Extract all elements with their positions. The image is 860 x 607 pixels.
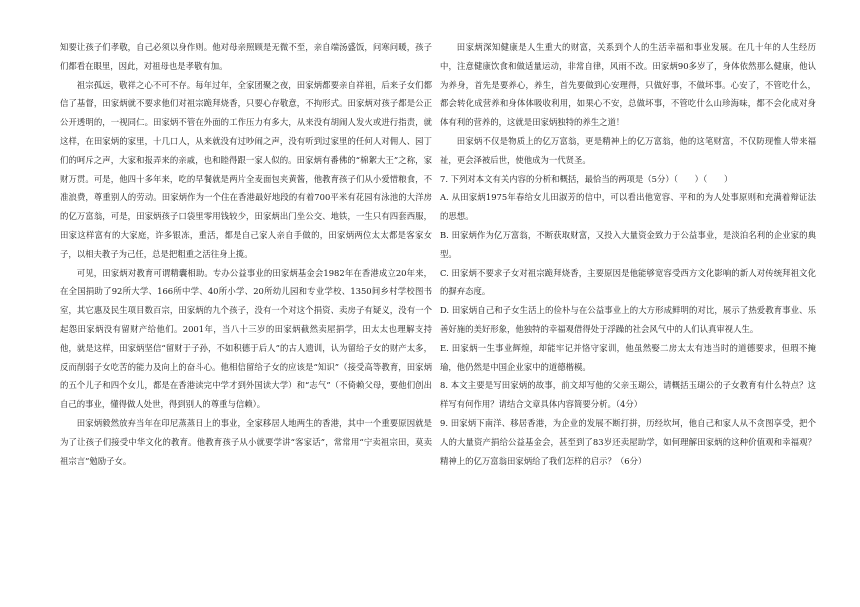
left-column bbox=[60, 38, 432, 470]
question-7-option-b: B. 田家炳作为亿万富翁，不断获取财富，又投入大量资金致力于公益事业，是淡泊名利的企业家的典型。 bbox=[440, 229, 816, 259]
paragraph-right-1: 田家炳深知健康是人生重大的财富，关系到个人的生活幸福和事业发展。在几十年的人生经历中，注意健康饮食和做适量运动，非常自律，风雨不改。田家炳90多岁了，身体依然那么健康，他认为养身，首先是要养心，养生，首先要做到心安理得，只做好事，不做坏事。心安了，不管吃什么，都会转化成营养和身体体吸收利用，如果心不安，总做坏事，不管吃什么山珍海味，都不会化成对身体有利的营养的，这就是田家炳独特的养生之道！ bbox=[440, 42, 816, 128]
question-7-option-c: C. 田家炳不要求子女对祖宗跪拜烧香，主要原因是他能够宽容受西方文化影响的新人对传统拜祖文化的摒弃态度。 bbox=[440, 267, 816, 297]
paragraph-left-3: 可见，田家炳对教育可谓精囊相助。专办公益事业的田家炳基金会1982年在香港成立20年来，在全国捐助了92所大学、166所中学、40所小学、20所幼儿园和专业学校、1350间乡村学校图书室，其它惠及民生项目数百宗，田家炳的九个孩子，没有一个对这个捐资、卖房子有疑义，没有一个起怨田家炳没有留财产给他们。2001年，当八十三岁的田家炳截然卖屋捐学，田太太也理解支持他，就是这样，田家炳坚信“留财于子孙，不如积德于后人”的古人遗训，认为留给子女的财产太多，反而削弱子女吃苦的能力及向上的奋斗心。他相信留给子女的应该是“知识”（接受高等教育，田家炳的五个儿子和四个女儿，都是在香港读完中学才到外国读大学）和“志气”（不倚赖父母，要他们创出自己的事业，懂得做人处世，得到别人的尊重与信赖）。 bbox=[60, 267, 432, 410]
question-7-option-a: A. 从田家炳1975年春给女儿田淑芳的信中，可以看出他宽容、平和的为人处事原则和充满着辩证法的思想。 bbox=[440, 192, 816, 222]
paragraph-left-2: 祖宗孤远，敬祥之心不可不存。每年过年，全家团聚之夜，田家炳都要亲自祥祖，后来子女们都信了基督，田家炳就不要求他们对祖宗跪拜烧香，只要心存敬意，不拘形式。田家炳对孩子都是公正公开透明的，一视同仁。田家炳不管在外面的工作压力有多大，从来没有胡闹人发火或进行指责，就这样，在田家炳的家里，十几口人，从来就没有过吵闹之声，没有听到过家里的任何人对佣人、园丁们的呵斥之声，大家和报弄来的亲戚，也和睦得跟一家人似的。田家炳有番佛的“棉絮大王”之称，家财万贯。可是，他四十多年来，吃的早餐就是两片全麦面包夹黄酱，他教育孩子们从小爱惜粮食，不准浪费，尊重别人的劳动。田家炳作为一个住在香港最好地段的有着700平米有花园有泳池的大洋房的亿万富翁，可是，田家炳孩子口袋里零用钱较少，田家炳出门坐公交、地铁，一生只有四套西服，田家这样富有的大家庭，许多银冻，重活，都是自己家人亲自手做的，田家炳两位太太都是客家女子，以相夫教子为己任，总是把粗重之活往身上揽。 bbox=[60, 79, 432, 259]
question-7-option-e: E. 田家炳一生事业辉煌，却能牢记并恪守家训，他虽然娶二房太太有违当时的道德要求，但瑕不掩瑜，他仍然是中国企业家中的道德楷模。 bbox=[440, 342, 816, 372]
question-7-option-d: D. 田家炳自己和子女生活上的俭朴与在公益事业上的大方形成鲜明的对比，展示了热爱教育事业、乐善好施的美好形象，他独特的幸福观借得处于浮躁的社会风气中的人们认真审视人生。 bbox=[440, 305, 816, 334]
question-8: 8. 本文主要是写田家炳的故事，前文却写他的父亲玉瑚公，请概括玉瑚公的子女教育有什么特点？这样写有何作用？请结合文章具体内容简要分析。（4分） bbox=[440, 380, 816, 410]
paragraph-right-2: 田家炳不仅是物质上的亿万富翁，更是精神上的亿万富翁，他的这笔财富，不仅防现惟人带来福祉，更会泽被后世，使他成为一代贤圣。 bbox=[440, 135, 816, 165]
paragraph-left-4: 田家炳毅然放弃当年在印尼蒸蒸日上的事业，全家移居人地两生的香港，其中一个重要原因就是为了让孩子们接受中华文化的教育。他教育孩子从小就要学讲“客家话”，常常用“宁卖祖宗田，莫卖祖宗言”勉励子女。 bbox=[60, 417, 432, 466]
question-9: 9. 田家炳下南洋、移居香港，为企业的发展不断打拼，历经坎坷，他自己和家人从不贪图享受，把个人的大量资产捐给公益基金会，甚至到了83岁还卖屋助学，如何理解田家炳的这种价值观和幸福观？精神上的亿万富翁田家炳给了我们怎样的启示？（6分） bbox=[440, 417, 816, 466]
question-7-stem: 7. 下列对本文有关内容的分析和概括，最恰当的两项是（5分）（ ）（ ） bbox=[440, 173, 733, 184]
right-column bbox=[440, 38, 816, 470]
paragraph-left-1: 知要让孩子们孝敬，自己必须以身作则。他对母亲照顾是无微不至，亲自端汤盛饭，问寒问暖，孩子们都看在眼里，因此，对祖母也是孝敬有加。 bbox=[60, 42, 432, 71]
